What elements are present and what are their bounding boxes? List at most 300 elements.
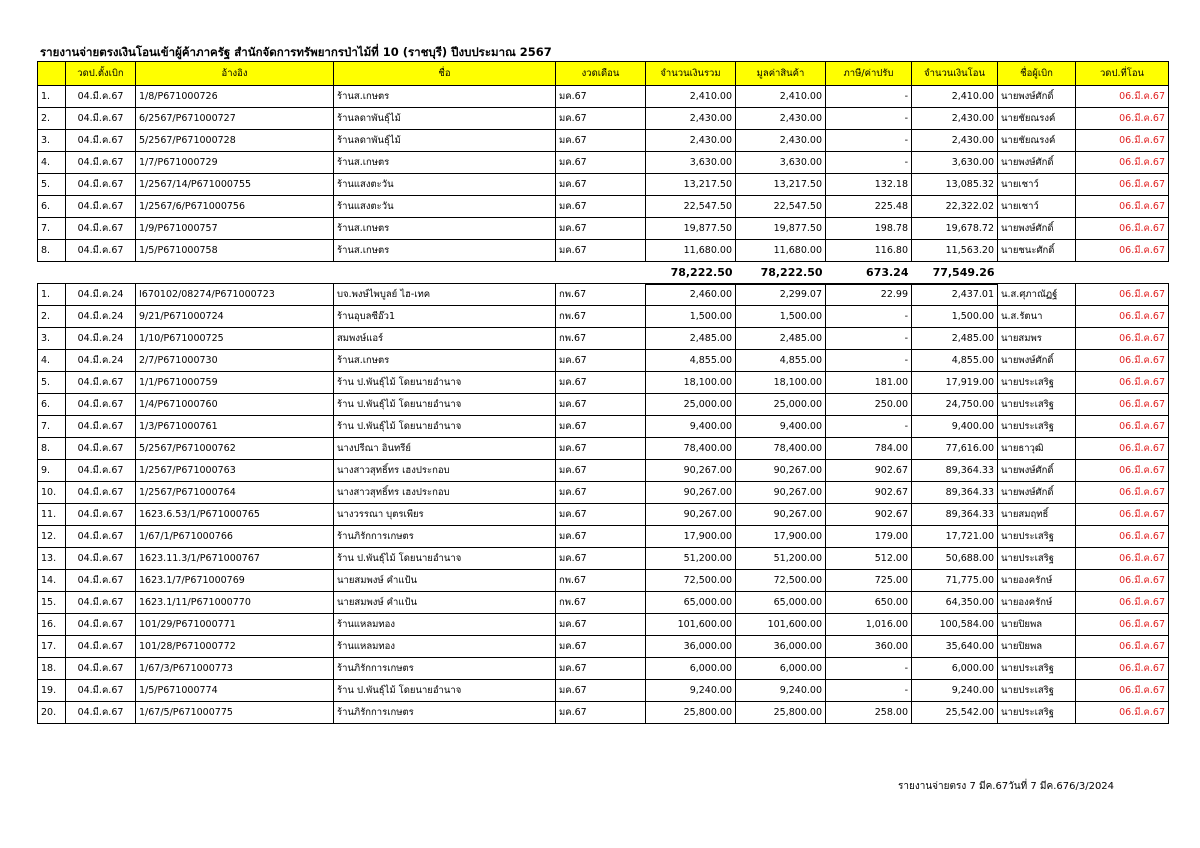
transfer-amount-cell: 9,240.00 [912, 680, 998, 702]
payee-name-cell: ร้านลดาพันธุ์ไม้ [334, 108, 556, 130]
period-cell: มค.67 [556, 702, 646, 724]
requester-cell: นายเชาว์ [998, 174, 1076, 196]
period-cell: มค.67 [556, 416, 646, 438]
table-row [38, 438, 1169, 460]
transfer-amount-cell: 19,678.72 [912, 218, 998, 240]
period-cell: มค.67 [556, 394, 646, 416]
transfer-date-cell: 06.มี.ค.67 [1076, 526, 1169, 548]
date-disbursed-cell: 04.มี.ค.67 [66, 702, 136, 724]
goods-value-cell: 1,500.00 [736, 306, 826, 328]
reference-cell: 6/2567/P671000727 [136, 108, 334, 130]
row-number-cell: 8. [38, 240, 66, 262]
reference-cell: 9/21/P671000724 [136, 306, 334, 328]
table-row [38, 306, 1169, 328]
transfer-date-cell: 06.มี.ค.67 [1076, 152, 1169, 174]
goods-value-cell: 3,630.00 [736, 152, 826, 174]
row-number-cell: 7. [38, 218, 66, 240]
date-disbursed-cell: 04.มี.ค.67 [66, 636, 136, 658]
period-cell: มค.67 [556, 614, 646, 636]
payee-name-cell: นางวรรณา บุตรเพียร [334, 504, 556, 526]
tax-fine-cell: - [826, 130, 912, 152]
period-cell: มค.67 [556, 658, 646, 680]
total-amount-cell: 6,000.00 [646, 658, 736, 680]
period-cell: กพ.67 [556, 284, 646, 306]
transfer-date-cell: 06.มี.ค.67 [1076, 394, 1169, 416]
date-disbursed-cell: 04.มี.ค.67 [66, 416, 136, 438]
tax-fine-cell: 181.00 [826, 372, 912, 394]
payee-name-cell: ร้านส.เกษตร [334, 218, 556, 240]
transfer-date-cell: 06.มี.ค.67 [1076, 504, 1169, 526]
date-disbursed-cell: 04.มี.ค.24 [66, 284, 136, 306]
transfer-amount-cell: 3,630.00 [912, 152, 998, 174]
group1-rows [38, 86, 1169, 262]
goods-value-cell: 90,267.00 [736, 482, 826, 504]
reference-cell: 5/2567/P671000762 [136, 438, 334, 460]
transfer-date-cell: 06.มี.ค.67 [1076, 592, 1169, 614]
date-disbursed-cell: 04.มี.ค.67 [66, 460, 136, 482]
row-number-cell: 6. [38, 196, 66, 218]
row-number-cell: 19. [38, 680, 66, 702]
row-number-cell: 2. [38, 306, 66, 328]
payee-name-cell: ร้านส.เกษตร [334, 350, 556, 372]
table-row [38, 284, 1169, 306]
footer-note: รายงานจ่ายตรง 7 มีค.67วันที่ 7 มีค.676/3/2024 [898, 781, 1115, 792]
goods-value-cell: 90,267.00 [736, 504, 826, 526]
date-disbursed-cell: 04.มี.ค.67 [66, 152, 136, 174]
reference-cell: 1/2567/6/P671000756 [136, 196, 334, 218]
header-goods-value: มูลค่าสินค้า [736, 62, 826, 86]
payee-name-cell: นางปรีณา อินทรีย์ [334, 438, 556, 460]
totals-row [38, 262, 1169, 284]
period-cell: มค.67 [556, 108, 646, 130]
table-row [38, 658, 1169, 680]
goods-value-cell: 25,000.00 [736, 394, 826, 416]
transfer-amount-cell: 2,410.00 [912, 86, 998, 108]
payee-name-cell: ร้านภิรักการเกษตร [334, 526, 556, 548]
reference-cell: 1/2567/P671000763 [136, 460, 334, 482]
requester-cell: นายประเสริฐ [998, 548, 1076, 570]
total-amount-cell: 51,200.00 [646, 548, 736, 570]
table-row [38, 108, 1169, 130]
total-amount-cell: 3,630.00 [646, 152, 736, 174]
reference-cell: 101/29/P671000771 [136, 614, 334, 636]
goods-value-cell: 17,900.00 [736, 526, 826, 548]
date-disbursed-cell: 04.มี.ค.67 [66, 394, 136, 416]
table-row [38, 350, 1169, 372]
tax-fine-cell: 725.00 [826, 570, 912, 592]
tax-fine-cell: - [826, 152, 912, 174]
payee-name-cell: ร้านแหลมทอง [334, 636, 556, 658]
transfer-date-cell: 06.มี.ค.67 [1076, 680, 1169, 702]
date-disbursed-cell: 04.มี.ค.67 [66, 240, 136, 262]
period-cell: กพ.67 [556, 328, 646, 350]
transfer-amount-cell: 11,563.20 [912, 240, 998, 262]
row-number-cell: 18. [38, 658, 66, 680]
transfer-amount-cell: 2,437.01 [912, 284, 998, 306]
payee-name-cell: นายสมพงษ์ คำแป้น [334, 570, 556, 592]
requester-cell: นายพงษ์ศักดิ์ [998, 152, 1076, 174]
total-amount-cell: 90,267.00 [646, 504, 736, 526]
tax-fine-cell: 784.00 [826, 438, 912, 460]
period-cell: มค.67 [556, 680, 646, 702]
goods-value-cell: 6,000.00 [736, 658, 826, 680]
transfer-amount-cell: 25,542.00 [912, 702, 998, 724]
total-amount-cell: 78,400.00 [646, 438, 736, 460]
period-cell: กพ.67 [556, 592, 646, 614]
table-row [38, 86, 1169, 108]
requester-cell: นายประเสริฐ [998, 702, 1076, 724]
total-amount-cell: 25,000.00 [646, 394, 736, 416]
tax-fine-cell: - [826, 680, 912, 702]
header-date-disbursed: วดป.ตั้งเบิก [66, 62, 136, 86]
transfer-amount-cell: 89,364.33 [912, 482, 998, 504]
total-amount-cell: 19,877.50 [646, 218, 736, 240]
payee-name-cell: บจ.พงษ์ไพบูลย์ ไฮ-เทค [334, 284, 556, 306]
goods-value-cell: 4,855.00 [736, 350, 826, 372]
table-header [38, 62, 1169, 86]
payee-name-cell: ร้านภิรักการเกษตร [334, 658, 556, 680]
total-amount-cell: 1,500.00 [646, 306, 736, 328]
payee-name-cell: ร้าน ป.พันธุ์ไม้ โดยนายอำนาจ [334, 416, 556, 438]
period-cell: มค.67 [556, 196, 646, 218]
requester-cell: นายประเสริฐ [998, 372, 1076, 394]
transfer-amount-cell: 9,400.00 [912, 416, 998, 438]
payee-name-cell: ร้าน ป.พันธุ์ไม้ โดยนายอำนาจ [334, 680, 556, 702]
payee-name-cell: ร้านส.เกษตร [334, 240, 556, 262]
reference-cell: 1623.6.53/1/P671000765 [136, 504, 334, 526]
total-amount-cell: 4,855.00 [646, 350, 736, 372]
period-cell: มค.67 [556, 548, 646, 570]
header-requester: ชื่อผู้เบิก [998, 62, 1076, 86]
row-number-cell: 10. [38, 482, 66, 504]
reference-cell: 1/8/P671000726 [136, 86, 334, 108]
row-number-cell: 2. [38, 108, 66, 130]
header-no [38, 62, 66, 86]
tax-fine-cell: 902.67 [826, 460, 912, 482]
period-cell: มค.67 [556, 636, 646, 658]
requester-cell: น.ส.รัตนา [998, 306, 1076, 328]
table-row [38, 416, 1169, 438]
reference-cell: 1/3/P671000761 [136, 416, 334, 438]
row-number-cell: 15. [38, 592, 66, 614]
goods-value-cell: 2,410.00 [736, 86, 826, 108]
payee-name-cell: นางสาวสุทธิ์ทร เฮงประกอบ [334, 460, 556, 482]
transfer-date-cell: 06.มี.ค.67 [1076, 636, 1169, 658]
requester-cell: นายองครักษ์ [998, 570, 1076, 592]
goods-value-cell: 101,600.00 [736, 614, 826, 636]
transfer-amount-cell: 13,085.32 [912, 174, 998, 196]
goods-value-cell: 51,200.00 [736, 548, 826, 570]
total-amount-cell: 13,217.50 [646, 174, 736, 196]
table-row [38, 636, 1169, 658]
transfer-date-cell: 06.มี.ค.67 [1076, 482, 1169, 504]
row-number-cell: 17. [38, 636, 66, 658]
requester-cell: นายประเสริฐ [998, 680, 1076, 702]
disbursement-table [37, 61, 1169, 724]
date-disbursed-cell: 04.มี.ค.67 [66, 130, 136, 152]
row-number-cell: 1. [38, 86, 66, 108]
reference-cell: 1/4/P671000760 [136, 394, 334, 416]
transfer-date-cell: 06.มี.ค.67 [1076, 460, 1169, 482]
date-disbursed-cell: 04.มี.ค.67 [66, 614, 136, 636]
reference-cell: 1623.1/11/P671000770 [136, 592, 334, 614]
date-disbursed-cell: 04.มี.ค.67 [66, 482, 136, 504]
tax-fine-cell: 179.00 [826, 526, 912, 548]
requester-cell: นายประเสริฐ [998, 416, 1076, 438]
period-cell: มค.67 [556, 130, 646, 152]
header-reference: อ้างอิง [136, 62, 334, 86]
report-title: รายงานจ่ายตรงเงินโอนเข้าผู้ค้าภาครัฐ สำนักจัดการทรัพยากรป่าไม้ที่ 10 (ราชบุรี) ปีงบประมาณ 2567 [40, 45, 552, 59]
transfer-date-cell: 06.มี.ค.67 [1076, 570, 1169, 592]
goods-value-cell: 19,877.50 [736, 218, 826, 240]
requester-cell: นายประเสริฐ [998, 526, 1076, 548]
reference-cell: 1/9/P671000757 [136, 218, 334, 240]
tax-fine-cell: 132.18 [826, 174, 912, 196]
period-cell: มค.67 [556, 526, 646, 548]
requester-cell: นายประเสริฐ [998, 658, 1076, 680]
payee-name-cell: ร้าน ป.พันธุ์ไม้ โดยนายอำนาจ [334, 548, 556, 570]
transfer-amount-cell: 50,688.00 [912, 548, 998, 570]
table-row [38, 680, 1169, 702]
table-row [38, 218, 1169, 240]
requester-cell: นายชัยณรงค์ [998, 130, 1076, 152]
tax-fine-cell: 650.00 [826, 592, 912, 614]
requester-cell: นายประเสริฐ [998, 394, 1076, 416]
date-disbursed-cell: 04.มี.ค.67 [66, 218, 136, 240]
total-amount-cell: 11,680.00 [646, 240, 736, 262]
requester-cell: นายพงษ์ศักดิ์ [998, 350, 1076, 372]
transfer-amount-cell: 17,919.00 [912, 372, 998, 394]
total-amount-cell: 18,100.00 [646, 372, 736, 394]
transfer-amount-cell: 2,485.00 [912, 328, 998, 350]
transfer-date-cell: 06.มี.ค.67 [1076, 130, 1169, 152]
transfer-amount-cell: 71,775.00 [912, 570, 998, 592]
table-row [38, 482, 1169, 504]
transfer-date-cell: 06.มี.ค.67 [1076, 196, 1169, 218]
tax-fine-cell: 22.99 [826, 284, 912, 306]
period-cell: มค.67 [556, 218, 646, 240]
total-amount-cell: 90,267.00 [646, 482, 736, 504]
reference-cell: 1/67/5/P671000775 [136, 702, 334, 724]
total-amount-cell: 65,000.00 [646, 592, 736, 614]
date-disbursed-cell: 04.มี.ค.67 [66, 680, 136, 702]
period-cell: มค.67 [556, 240, 646, 262]
tax-fine-cell: - [826, 350, 912, 372]
period-cell: มค.67 [556, 350, 646, 372]
table-row [38, 196, 1169, 218]
transfer-date-cell: 06.มี.ค.67 [1076, 86, 1169, 108]
transfer-date-cell: 06.มี.ค.67 [1076, 284, 1169, 306]
reference-cell: 1/67/3/P671000773 [136, 658, 334, 680]
table-row [38, 394, 1169, 416]
period-cell: มค.67 [556, 460, 646, 482]
tax-fine-cell: 116.80 [826, 240, 912, 262]
reference-cell: 1623.1/7/P671000769 [136, 570, 334, 592]
transfer-amount-cell: 100,584.00 [912, 614, 998, 636]
requester-cell: นายธาวุฒิ [998, 438, 1076, 460]
total-amount-cell: 2,410.00 [646, 86, 736, 108]
transfer-date-cell: 06.มี.ค.67 [1076, 108, 1169, 130]
row-number-cell: 4. [38, 152, 66, 174]
header-period: งวดเดือน [556, 62, 646, 86]
transfer-date-cell: 06.มี.ค.67 [1076, 658, 1169, 680]
date-disbursed-cell: 04.มี.ค.67 [66, 658, 136, 680]
transfer-amount-cell: 24,750.00 [912, 394, 998, 416]
table-row [38, 174, 1169, 196]
payee-name-cell: ร้านแหลมทอง [334, 614, 556, 636]
transfer-date-cell: 06.มี.ค.67 [1076, 702, 1169, 724]
payee-name-cell: ร้านอุบลซีอ๊ว1 [334, 306, 556, 328]
tax-fine-cell: 512.00 [826, 548, 912, 570]
transfer-amount-cell: 89,364.33 [912, 460, 998, 482]
reference-cell: 1/2567/P671000764 [136, 482, 334, 504]
row-number-cell: 12. [38, 526, 66, 548]
date-disbursed-cell: 04.มี.ค.67 [66, 438, 136, 460]
period-cell: มค.67 [556, 372, 646, 394]
period-cell: มค.67 [556, 504, 646, 526]
tax-fine-cell: - [826, 86, 912, 108]
date-disbursed-cell: 04.มี.ค.67 [66, 372, 136, 394]
reference-cell: 1/7/P671000729 [136, 152, 334, 174]
tax-fine-cell: - [826, 328, 912, 350]
goods-value-cell: 2,485.00 [736, 328, 826, 350]
tax-fine-cell: - [826, 306, 912, 328]
table-row [38, 372, 1169, 394]
header-transfer-amount: จำนวนเงินโอน [912, 62, 998, 86]
total-amount-cell: 90,267.00 [646, 460, 736, 482]
reference-cell: 5/2567/P671000728 [136, 130, 334, 152]
row-number-cell: 1. [38, 284, 66, 306]
row-number-cell: 7. [38, 416, 66, 438]
row-number-cell: 8. [38, 438, 66, 460]
total-amount-cell: 17,900.00 [646, 526, 736, 548]
tax-fine-cell: 198.78 [826, 218, 912, 240]
reference-cell: 1/1/P671000759 [136, 372, 334, 394]
tax-fine-cell: 360.00 [826, 636, 912, 658]
total-amount-cell: 9,240.00 [646, 680, 736, 702]
goods-value-cell: 9,400.00 [736, 416, 826, 438]
period-cell: มค.67 [556, 438, 646, 460]
period-cell: มค.67 [556, 152, 646, 174]
date-disbursed-cell: 04.มี.ค.67 [66, 570, 136, 592]
date-disbursed-cell: 04.มี.ค.24 [66, 328, 136, 350]
table-row [38, 130, 1169, 152]
total-amount-cell: 9,400.00 [646, 416, 736, 438]
total-amount-cell: 22,547.50 [646, 196, 736, 218]
table-row [38, 152, 1169, 174]
row-number-cell: 20. [38, 702, 66, 724]
transfer-amount-cell: 22,322.02 [912, 196, 998, 218]
transfer-amount-cell: 2,430.00 [912, 108, 998, 130]
date-disbursed-cell: 04.มี.ค.67 [66, 592, 136, 614]
reference-cell: 1/2567/14/P671000755 [136, 174, 334, 196]
payee-name-cell: ร้านส.เกษตร [334, 152, 556, 174]
transfer-amount-cell: 64,350.00 [912, 592, 998, 614]
requester-cell: นายพงษ์ศักดิ์ [998, 460, 1076, 482]
total-amount-cell: 2,460.00 [646, 284, 736, 306]
period-cell: มค.67 [556, 174, 646, 196]
requester-cell: นายองครักษ์ [998, 592, 1076, 614]
table-row [38, 526, 1169, 548]
date-disbursed-cell: 04.มี.ค.67 [66, 548, 136, 570]
requester-cell: นายพงษ์ศักดิ์ [998, 218, 1076, 240]
date-disbursed-cell: 04.มี.ค.24 [66, 350, 136, 372]
transfer-amount-cell: 35,640.00 [912, 636, 998, 658]
goods-value-cell: 72,500.00 [736, 570, 826, 592]
table-row [38, 460, 1169, 482]
transfer-date-cell: 06.มี.ค.67 [1076, 438, 1169, 460]
row-number-cell: 6. [38, 394, 66, 416]
group1-totals [38, 262, 1169, 284]
period-cell: กพ.67 [556, 570, 646, 592]
goods-value-cell: 9,240.00 [736, 680, 826, 702]
tax-fine-cell: 225.48 [826, 196, 912, 218]
requester-cell: นายปิยพล [998, 614, 1076, 636]
goods-value-cell: 18,100.00 [736, 372, 826, 394]
table-row [38, 570, 1169, 592]
row-number-cell: 5. [38, 372, 66, 394]
group2-rows [38, 284, 1169, 724]
transfer-amount-cell: 89,364.33 [912, 504, 998, 526]
total-amount-sum: 78,222.50 [646, 262, 736, 284]
period-cell: มค.67 [556, 86, 646, 108]
table-row [38, 592, 1169, 614]
row-number-cell: 16. [38, 614, 66, 636]
goods-value-cell: 65,000.00 [736, 592, 826, 614]
requester-cell: นายชัยณรงค์ [998, 108, 1076, 130]
payee-name-cell: นางสาวสุทธิ์ทร เฮงประกอบ [334, 482, 556, 504]
tax-fine-sum: 673.24 [826, 262, 912, 284]
row-number-cell: 3. [38, 130, 66, 152]
total-amount-cell: 2,430.00 [646, 108, 736, 130]
tax-fine-cell: 902.67 [826, 482, 912, 504]
total-amount-cell: 2,485.00 [646, 328, 736, 350]
row-number-cell: 9. [38, 460, 66, 482]
date-disbursed-cell: 04.มี.ค.67 [66, 196, 136, 218]
requester-cell: นายปิยพล [998, 636, 1076, 658]
requester-cell: นายเชาว์ [998, 196, 1076, 218]
payee-name-cell: ร้านลดาพันธุ์ไม้ [334, 130, 556, 152]
goods-value-cell: 90,267.00 [736, 460, 826, 482]
goods-value-cell: 13,217.50 [736, 174, 826, 196]
row-number-cell: 14. [38, 570, 66, 592]
transfer-amount-sum: 77,549.26 [912, 262, 998, 284]
table-row [38, 702, 1169, 724]
tax-fine-cell: - [826, 416, 912, 438]
reference-cell: 101/28/P671000772 [136, 636, 334, 658]
transfer-date-cell: 06.มี.ค.67 [1076, 350, 1169, 372]
payee-name-cell: ร้านส.เกษตร [334, 86, 556, 108]
transfer-amount-cell: 77,616.00 [912, 438, 998, 460]
date-disbursed-cell: 04.มี.ค.67 [66, 174, 136, 196]
goods-value-sum: 78,222.50 [736, 262, 826, 284]
date-disbursed-cell: 04.มี.ค.67 [66, 86, 136, 108]
transfer-date-cell: 06.มี.ค.67 [1076, 306, 1169, 328]
transfer-amount-cell: 6,000.00 [912, 658, 998, 680]
reference-cell: 1/10/P671000725 [136, 328, 334, 350]
table-row [38, 328, 1169, 350]
row-number-cell: 13. [38, 548, 66, 570]
payee-name-cell: ร้านแสงตะวัน [334, 196, 556, 218]
requester-cell: น.ส.ศุภาณัฏฐ์ [998, 284, 1076, 306]
transfer-date-cell: 06.มี.ค.67 [1076, 372, 1169, 394]
requester-cell: นายสมพร [998, 328, 1076, 350]
header-total-amount: จำนวนเงินรวม [646, 62, 736, 86]
date-disbursed-cell: 04.มี.ค.67 [66, 108, 136, 130]
requester-cell: นายชนะศักดิ์ [998, 240, 1076, 262]
requester-cell: นายพงษ์ศักดิ์ [998, 482, 1076, 504]
payee-name-cell: ร้าน ป.พันธุ์ไม้ โดยนายอำนาจ [334, 394, 556, 416]
